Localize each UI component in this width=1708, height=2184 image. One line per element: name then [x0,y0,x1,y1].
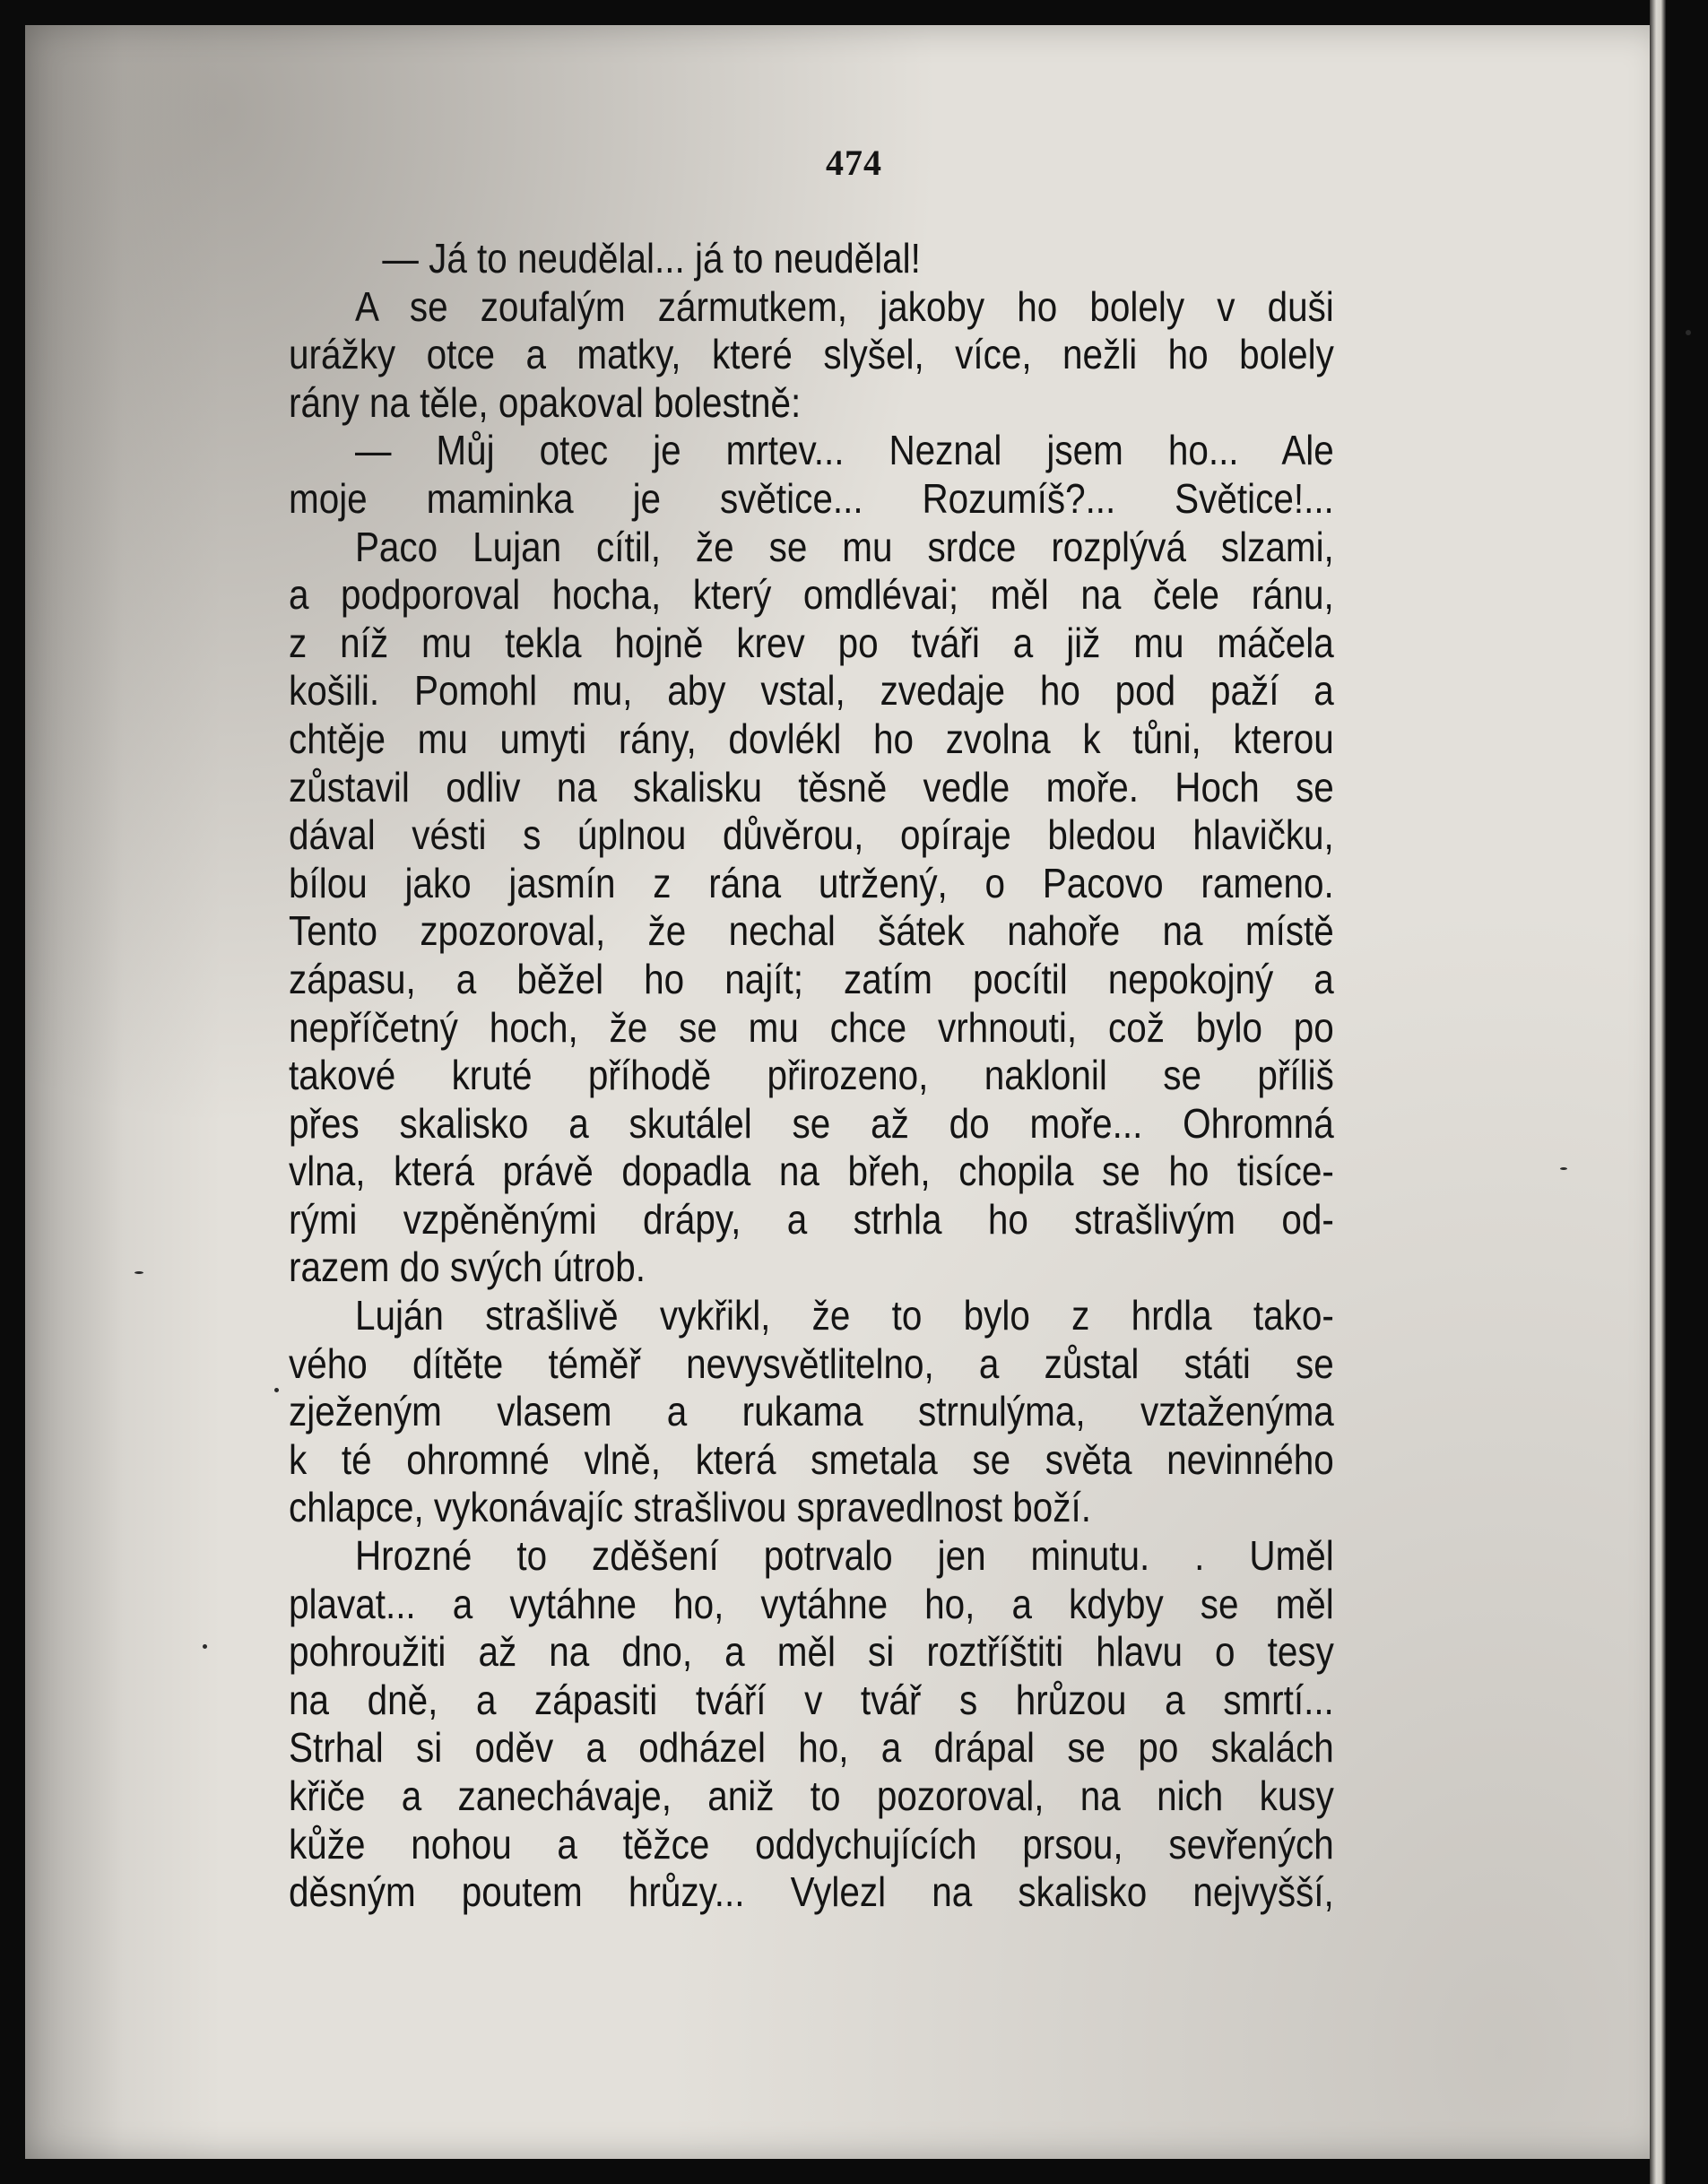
text-line: Hrozné to zděšení potrvalo jen minutu. . Uměl [354,1532,1334,1580]
body-text [289,235,1334,1917]
text-line: urážky otce a matky, které slyšel, více, nežli ho bolely [289,331,1334,378]
text-line: a podporoval hocha, který omdlévai; měl na čele ránu, [289,571,1334,619]
text-line: dával vésti s úplnou důvěrou, opíraje bledou hlavičku, [289,811,1334,859]
text-line: takové kruté příhodě přirozeno, naklonil se příliš [289,1052,1334,1099]
text-line: vého dítěte téměř nevysvětlitelno, a zůstal státi se [289,1339,1334,1387]
text-line: zápasu, a běžel ho najít; zatím pocítil nepokojný a [289,955,1334,1002]
text-line: k té ohromné vlně, která smetala se světa nevinného [289,1435,1334,1483]
text-line: zůstavil odliv na skalisku těsně vedle moře. Hoch se [289,763,1334,810]
text-line: rány na těle, opakoval bolestně: [289,378,802,426]
text-line: A se zoufalým zármutkem, jakoby ho bolely v duši [354,282,1334,330]
text-line: děsným poutem hrůzy... Vylezl na skalisko nejvyšší, [289,1868,1334,1916]
text-line: kůže nohou a těžce oddychujících prsou, sevřených [289,1820,1334,1868]
text-line: — Já to neudělal... já to neudělal! [382,235,921,282]
paper-speck [134,1271,143,1274]
text-line: přes skalisko a skutálel se až do moře... Ohromná [289,1099,1334,1147]
text-line: z níž mu tekla hojně krev po tváři a již mu máčela [289,619,1334,666]
paper-speck [1686,330,1691,335]
text-line: plavat... a vytáhne ho, vytáhne ho, a kdyby se měl [289,1580,1334,1627]
text-line: chtěje mu umyti rány, dovlékl ho zvolna k tůni, kterou [289,715,1334,762]
text-line: košili. Pomohl mu, aby vstal, zvedaje ho pod paží a [289,667,1334,715]
text-line: Paco Lujan cítil, že se mu srdce rozplývá slzami, [354,523,1334,570]
page-edge-shadow [1650,0,1666,2184]
text-line: moje maminka je světice... Rozumíš?... Světice!... [289,474,1334,522]
paper-speck [1560,1167,1567,1170]
text-line: chlapce, vykonávajíc strašlivou spravedlnost boží. [289,1484,1091,1531]
text-line: rými vzpěněnými drápy, a strhla ho strašlivým od- [289,1195,1334,1243]
text-line: na dně, a zápasiti tváří v tvář s hrůzou a smrtí... [289,1676,1334,1723]
text-line: zježeným vlasem a rukama strnulýma, vztaženýma [289,1388,1334,1435]
text-line: razem do svých útrob. [289,1244,646,1291]
paper-speck [203,1644,207,1649]
page-number: 474 [826,143,882,183]
text-line: křiče a zanechávaje, aniž to pozoroval, na nich kusy [289,1772,1334,1819]
paper-speck [274,1388,279,1392]
text-line: vlna, která právě dopadla na břeh, chopila se ho tisíce- [289,1148,1334,1195]
text-line: nepříčetný hoch, že se mu chce vrhnouti, což bylo po [289,1003,1334,1051]
text-line: — Můj otec je mrtev... Neznal jsem ho... Ale [354,427,1334,474]
text-line: pohroužiti až na dno, a měl si roztříštiti hlavu o tesy [289,1628,1334,1676]
text-line: Strhal si oděv a odházel ho, a drápal se po skalách [289,1724,1334,1772]
text-line: Luján strašlivě vykřikl, že to bylo z hrdla tako- [354,1292,1334,1339]
text-line: Tento zpozoroval, že nechal šátek nahoře na místě [289,907,1334,955]
text-line: bílou jako jasmín z rána utržený, o Pacovo rameno. [289,859,1334,906]
